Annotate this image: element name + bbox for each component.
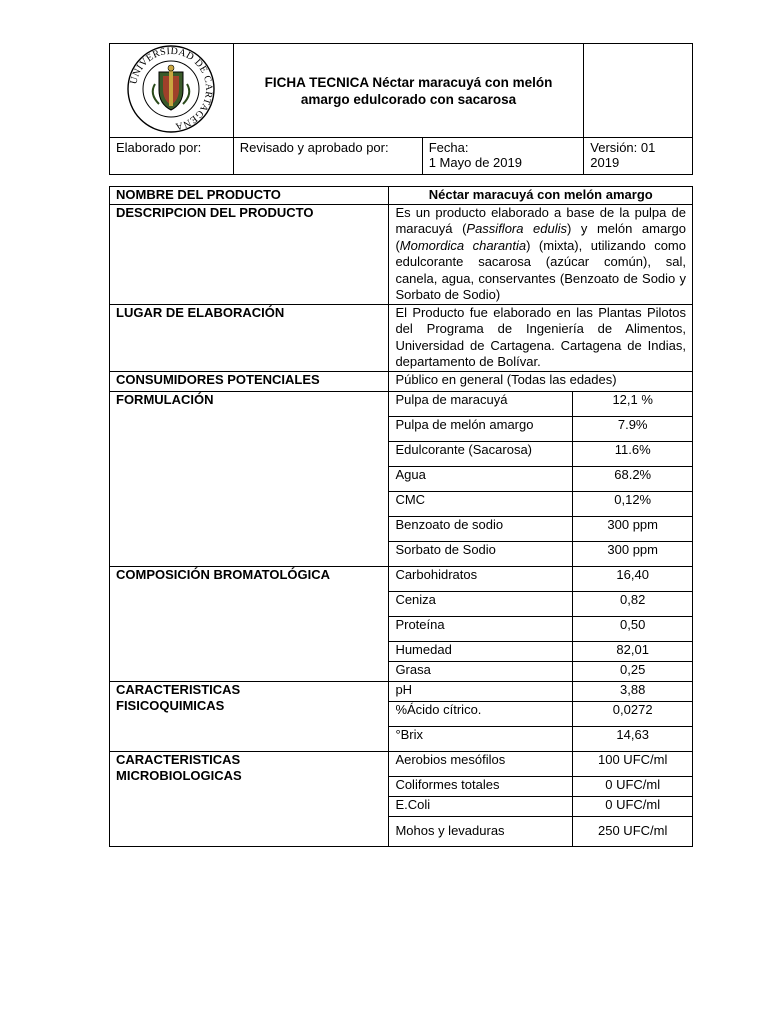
fisicoquimicas-item-name: pH	[389, 681, 573, 701]
fecha-block	[423, 138, 584, 174]
microbiologicas-item-value: 0 UFC/ml	[573, 796, 693, 816]
fecha-label: Fecha:	[428, 140, 469, 155]
formulacion-item-value: 7.9%	[573, 416, 693, 441]
logo-cell	[110, 44, 234, 138]
product-name-value: Néctar maracuyá con melón amargo	[389, 187, 693, 205]
formulacion-item-value: 300 ppm	[573, 541, 693, 566]
bromatologica-item-value: 0,50	[573, 616, 693, 641]
header-table	[109, 43, 693, 175]
microbiologicas-item-name: Coliformes totales	[389, 776, 573, 796]
formulacion-item-value: 0,12%	[573, 491, 693, 516]
bromatologica-label: COMPOSICIÓN BROMATOLÓGICA	[110, 566, 389, 681]
university-seal-logo	[119, 44, 223, 134]
elaborado-label: Elaborado por:	[116, 140, 202, 155]
header-blank-cell	[584, 44, 693, 138]
document-title	[233, 44, 584, 138]
version-cell	[584, 138, 693, 175]
fisicoquimicas-item-value: 0,0272	[573, 701, 693, 726]
version-line-1: Versión: 01	[590, 140, 656, 155]
spec-table	[109, 186, 693, 847]
formulacion-item-name: Edulcorante (Sacarosa)	[389, 441, 573, 466]
svg-text:UNIVERSIDAD DE CARTAGENA: UNIVERSIDAD DE CARTAGENA	[128, 45, 215, 132]
formulacion-item-value: 300 ppm	[573, 516, 693, 541]
fisicoquimicas-item-value: 14,63	[573, 726, 693, 751]
lugar-value: El Producto fue elaborado en las Plantas Pilotos del Programa de Ingeniería de Alimentos, Universidad de Cartagena. Cartagena de Indias, departamento de Bolívar.	[389, 304, 693, 371]
bromatologica-item-name: Humedad	[389, 641, 573, 661]
bromatologica-item-name: Grasa	[389, 661, 573, 681]
microbiologicas-item-name: Mohos y levaduras	[389, 816, 573, 846]
fisicoquimicas-label: CARACTERISTICAS FISICOQUIMICAS	[110, 681, 389, 751]
version-line-2: 2019	[590, 155, 620, 170]
title-line-1: FICHA TECNICA Néctar maracuyá con melón	[264, 74, 553, 90]
formulacion-item-value: 12,1 %	[573, 391, 693, 416]
title-line-2: amargo edulcorado con sacarosa	[300, 91, 517, 107]
microbiologicas-item-value: 100 UFC/ml	[573, 751, 693, 776]
bromatologica-item-value: 0,82	[573, 591, 693, 616]
lugar-label: LUGAR DE ELABORACIÓN	[110, 304, 389, 371]
formulacion-item-name: CMC	[389, 491, 573, 516]
fisicoquimicas-item-name: °Brix	[389, 726, 573, 751]
microbiologicas-item-value: 250 UFC/ml	[573, 816, 693, 846]
consumidores-value: Público en general (Todas las edades)	[389, 371, 693, 391]
microbiologicas-label: CARACTERISTICAS MICROBIOLOGICAS	[110, 751, 389, 846]
description-value: Es un producto elaborado a base de la pulpa de maracuyá (Passiflora edulis) y melón amargo (Momordica charantia) (mixta), utilizando como edulcorante sacarosa (azúcar común), sal, canela, agua, conservantes (Benzoato de Sodio y Sorbato de Sodio)	[389, 204, 693, 304]
fisicoquimicas-item-value: 3,88	[573, 681, 693, 701]
bromatologica-item-value: 16,40	[573, 566, 693, 591]
formulacion-item-name: Pulpa de melón amargo	[389, 416, 573, 441]
fecha-value: 1 Mayo de 2019	[428, 155, 522, 170]
microbiologicas-item-value: 0 UFC/ml	[573, 776, 693, 796]
revisado-label: Revisado y aprobado por:	[234, 138, 423, 174]
formulacion-item-name: Pulpa de maracuyá	[389, 391, 573, 416]
description-label: DESCRIPCION DEL PRODUCTO	[110, 204, 389, 304]
bromatologica-item-value: 82,01	[573, 641, 693, 661]
bromatologica-item-name: Carbohidratos	[389, 566, 573, 591]
fisicoquimicas-item-name: %Ácido cítrico.	[389, 701, 573, 726]
consumidores-label: CONSUMIDORES POTENCIALES	[110, 371, 389, 391]
product-name-label: NOMBRE DEL PRODUCTO	[110, 187, 389, 205]
formulacion-item-name: Benzoato de sodio	[389, 516, 573, 541]
bromatologica-item-value: 0,25	[573, 661, 693, 681]
bromatologica-item-name: Ceniza	[389, 591, 573, 616]
elaborado-cell	[110, 138, 234, 175]
formulacion-label: FORMULACIÓN	[110, 391, 389, 566]
microbiologicas-item-name: Aerobios mesófilos	[389, 751, 573, 776]
formulacion-item-name: Agua	[389, 466, 573, 491]
formulacion-item-value: 68.2%	[573, 466, 693, 491]
microbiologicas-item-name: E.Coli	[389, 796, 573, 816]
bromatologica-item-name: Proteína	[389, 616, 573, 641]
formulacion-item-name: Sorbato de Sodio	[389, 541, 573, 566]
formulacion-item-value: 11.6%	[573, 441, 693, 466]
revisado-fecha-cell	[233, 138, 584, 175]
